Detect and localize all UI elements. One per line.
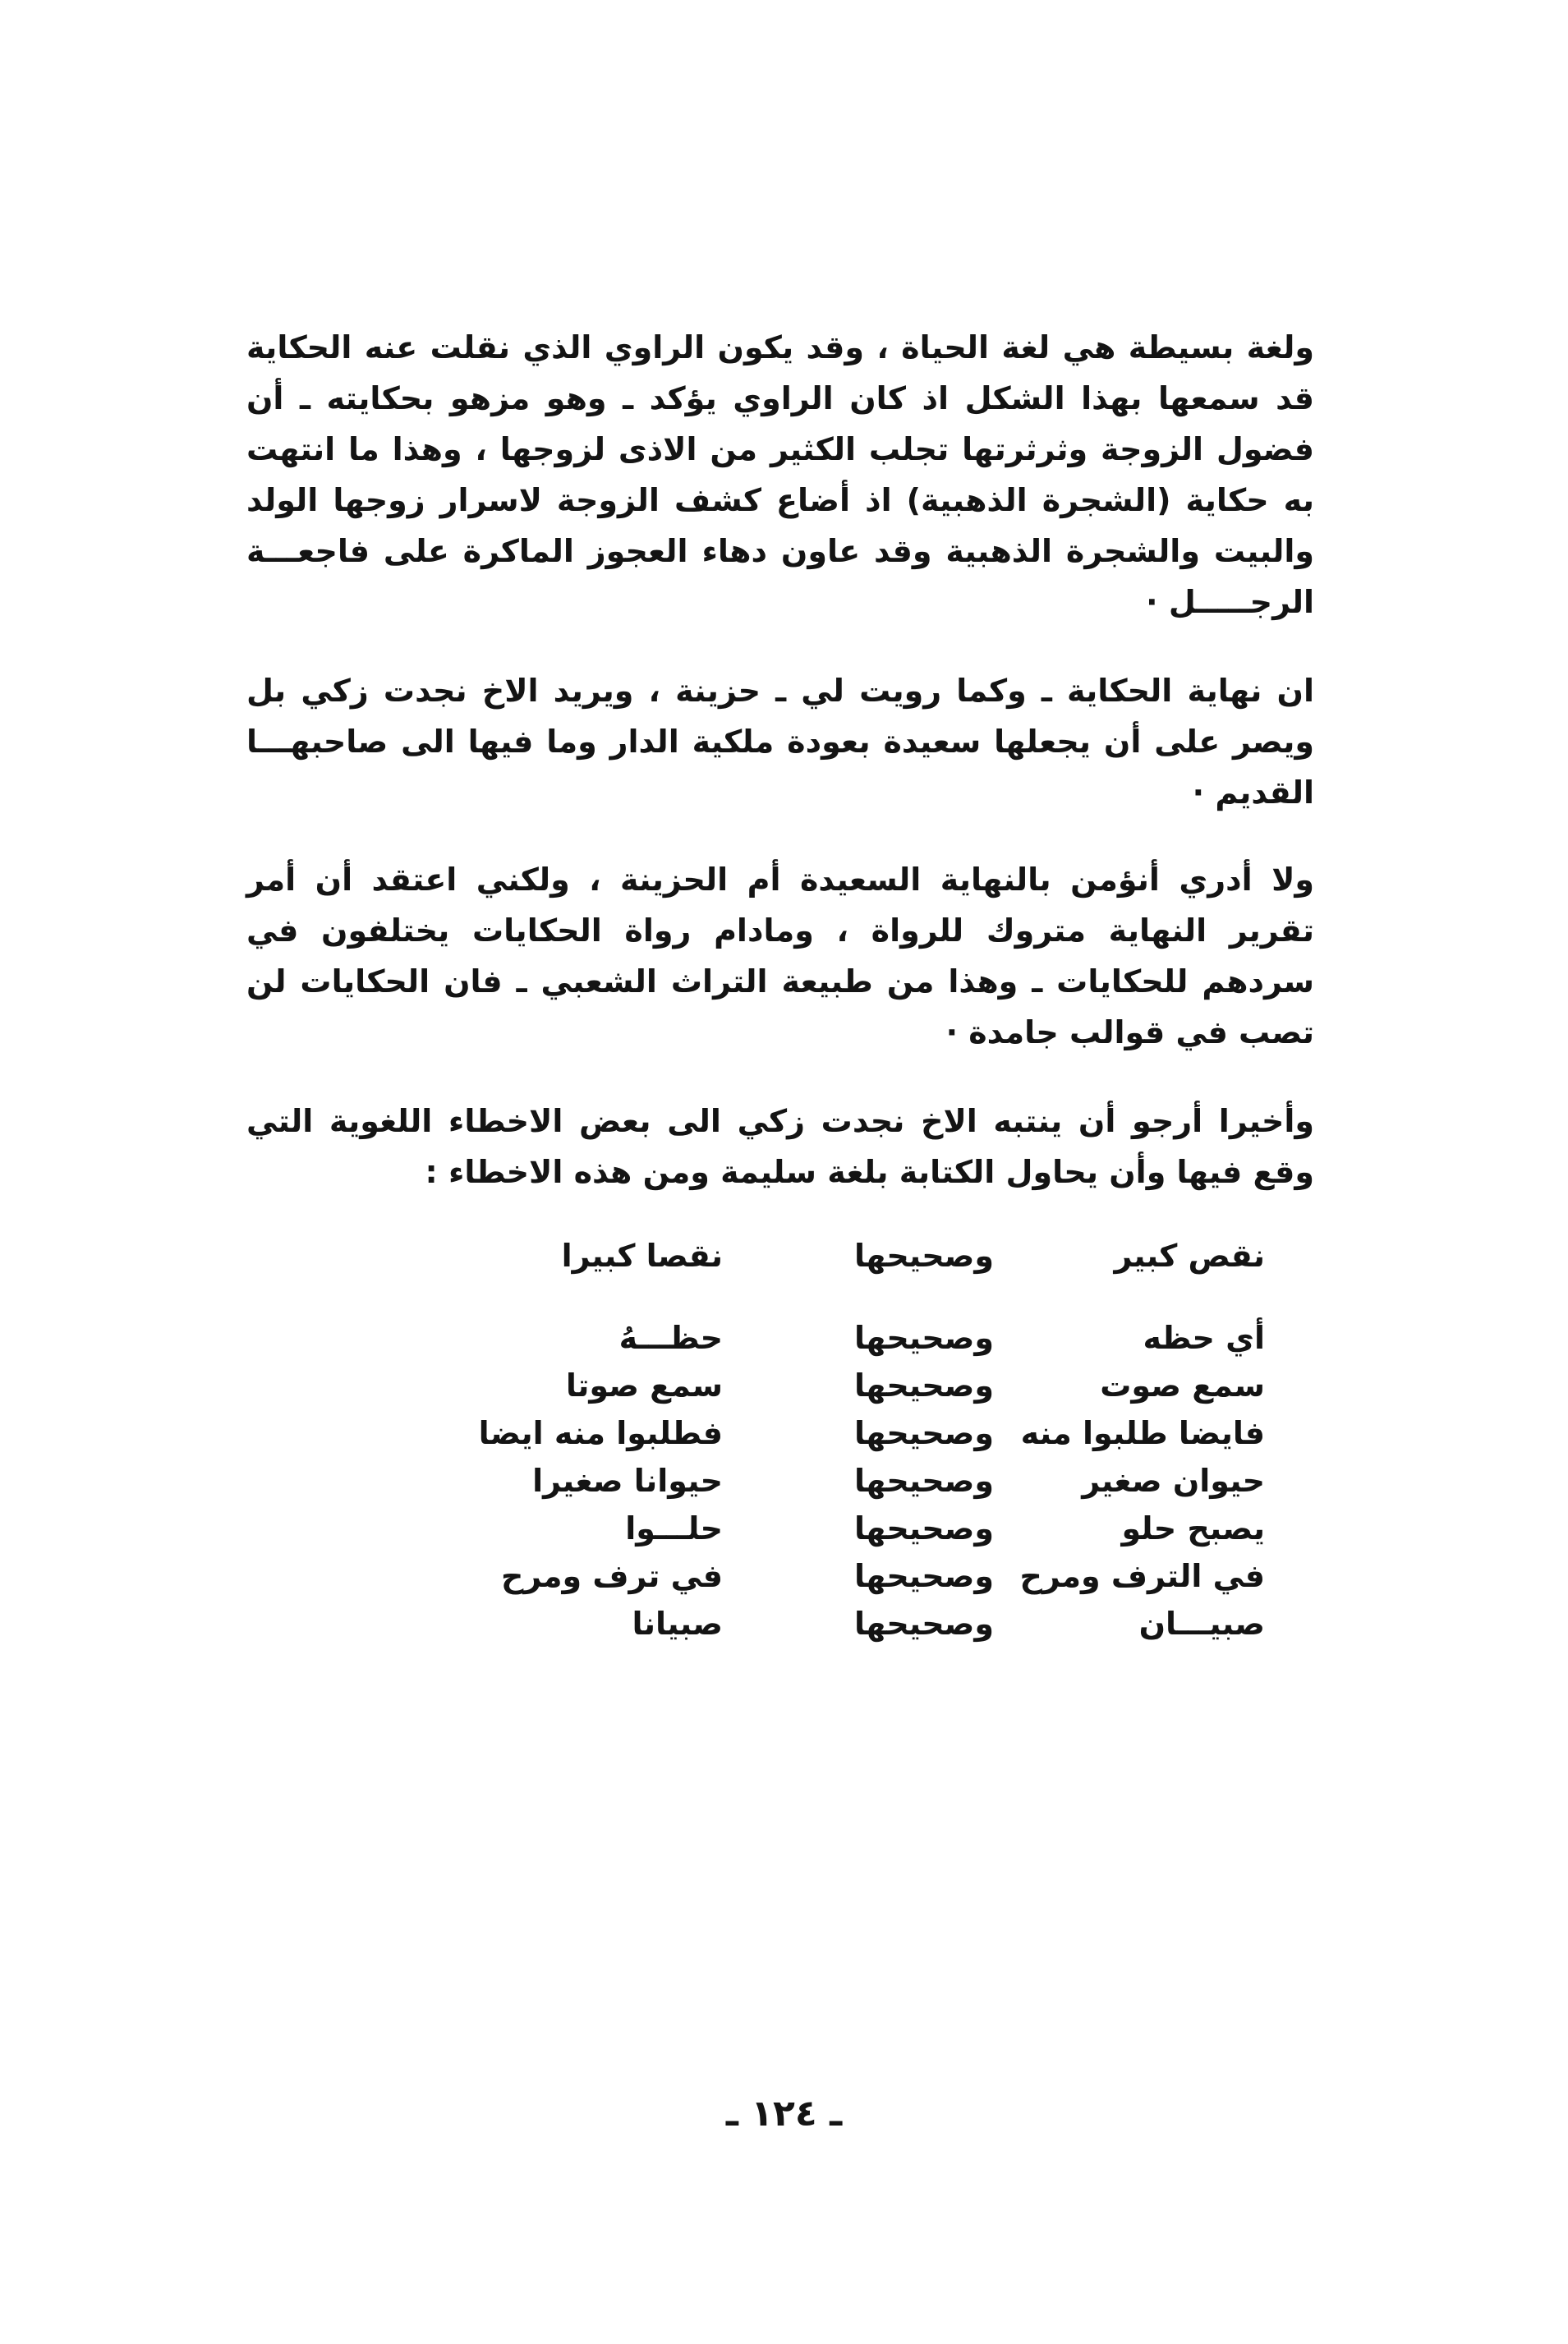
correct-form: صبيانا bbox=[632, 1606, 723, 1642]
correct-form: حظـــهُ bbox=[618, 1320, 723, 1356]
wrong-form: سمع صوت bbox=[1100, 1367, 1265, 1404]
correction-row bbox=[435, 1232, 1265, 1314]
separator-word: وصحيحها bbox=[854, 1510, 994, 1547]
correct-form: حيوانا صغيرا bbox=[532, 1463, 723, 1499]
wrong-form: في الترف ومرح bbox=[1019, 1558, 1265, 1594]
corrections-list bbox=[435, 1232, 1265, 1648]
separator-word: وصحيحها bbox=[854, 1367, 994, 1404]
separator-word: وصحيحها bbox=[854, 1320, 994, 1356]
separator-word: وصحيحها bbox=[854, 1606, 994, 1642]
page-number: ـ ١٢٤ ـ bbox=[725, 2093, 843, 2135]
paragraph-2 bbox=[246, 665, 1314, 818]
paragraph-3 bbox=[246, 854, 1314, 1058]
correct-form: في ترف ومرح bbox=[500, 1558, 723, 1594]
correct-form: حلـــوا bbox=[625, 1510, 723, 1547]
correction-row bbox=[435, 1362, 1265, 1409]
correction-row bbox=[435, 1505, 1265, 1552]
wrong-form: فايضا طلبوا منه bbox=[1020, 1415, 1265, 1451]
correction-row bbox=[435, 1314, 1265, 1362]
separator-word: وصحيحها bbox=[854, 1415, 994, 1451]
separator-word: وصحيحها bbox=[854, 1238, 994, 1274]
paragraph-1 bbox=[246, 322, 1314, 627]
paragraph-text: ولا أدري أنؤمن بالنهاية السعيدة أم الحزينة ، ولكني اعتقد أن أمر تقرير النهاية متروك للرواة ، ومادام رواة الحكايات يختلفون في سردهم للحكايات ـ وهذا من طبيعة التراث الشعبي ـ فان الحكايات لن تصب في قوالب جامدة · bbox=[246, 862, 1314, 1050]
separator-word: وصحيحها bbox=[854, 1558, 994, 1594]
correction-row bbox=[435, 1552, 1265, 1600]
wrong-form: يصبح حلو bbox=[1121, 1510, 1265, 1547]
paragraph-4 bbox=[246, 1096, 1314, 1197]
correction-row bbox=[435, 1600, 1265, 1648]
correct-form: فطلبوا منه ايضا bbox=[478, 1415, 723, 1451]
paragraph-text: ان نهاية الحكاية ـ وكما رويت لي ـ حزينة ، ويريد الاخ نجدت زكي بل ويصر على أن يجعلها سعيدة بعودة ملكية الدار وما فيها الى صاحبهـــا القديم · bbox=[246, 673, 1314, 811]
paragraph-text: ولغة بسيطة هي لغة الحياة ، وقد يكون الراوي الذي نقلت عنه الحكاية قد سمعها بهذا الشكل اذ كان الراوي يؤكد ـ وهو مزهو بحكايته ـ أن فضول الزوجة وثرثرتها تجلب الكثير من الاذى لزوجها ، وهذا ما انتهت به حكاية (الشجرة الذهبية) اذ أضاع كشف الزوجة لاسرار زوجها الولد والبيت والشجرة الذهبية وقد عاون دهاء العجوز الماكرة على فاجعـــة الرجـــــل · bbox=[246, 329, 1314, 620]
separator-word: وصحيحها bbox=[854, 1463, 994, 1499]
wrong-form: أي حظه bbox=[1143, 1320, 1265, 1356]
correct-form: سمع صوتا bbox=[565, 1367, 723, 1404]
correction-row bbox=[435, 1409, 1265, 1457]
wrong-form: صبيـــان bbox=[1138, 1606, 1265, 1642]
wrong-form: نقص كبير bbox=[1114, 1238, 1265, 1274]
correction-row bbox=[435, 1457, 1265, 1505]
correct-form: نقصا كبيرا bbox=[561, 1238, 723, 1274]
paragraph-text: وأخيرا أرجو أن ينتبه الاخ نجدت زكي الى بعض الاخطاء اللغوية التي وقع فيها وأن يحاول الكتابة بلغة سليمة ومن هذه الاخطاء : bbox=[246, 1103, 1314, 1190]
wrong-form: حيوان صغير bbox=[1082, 1463, 1265, 1499]
